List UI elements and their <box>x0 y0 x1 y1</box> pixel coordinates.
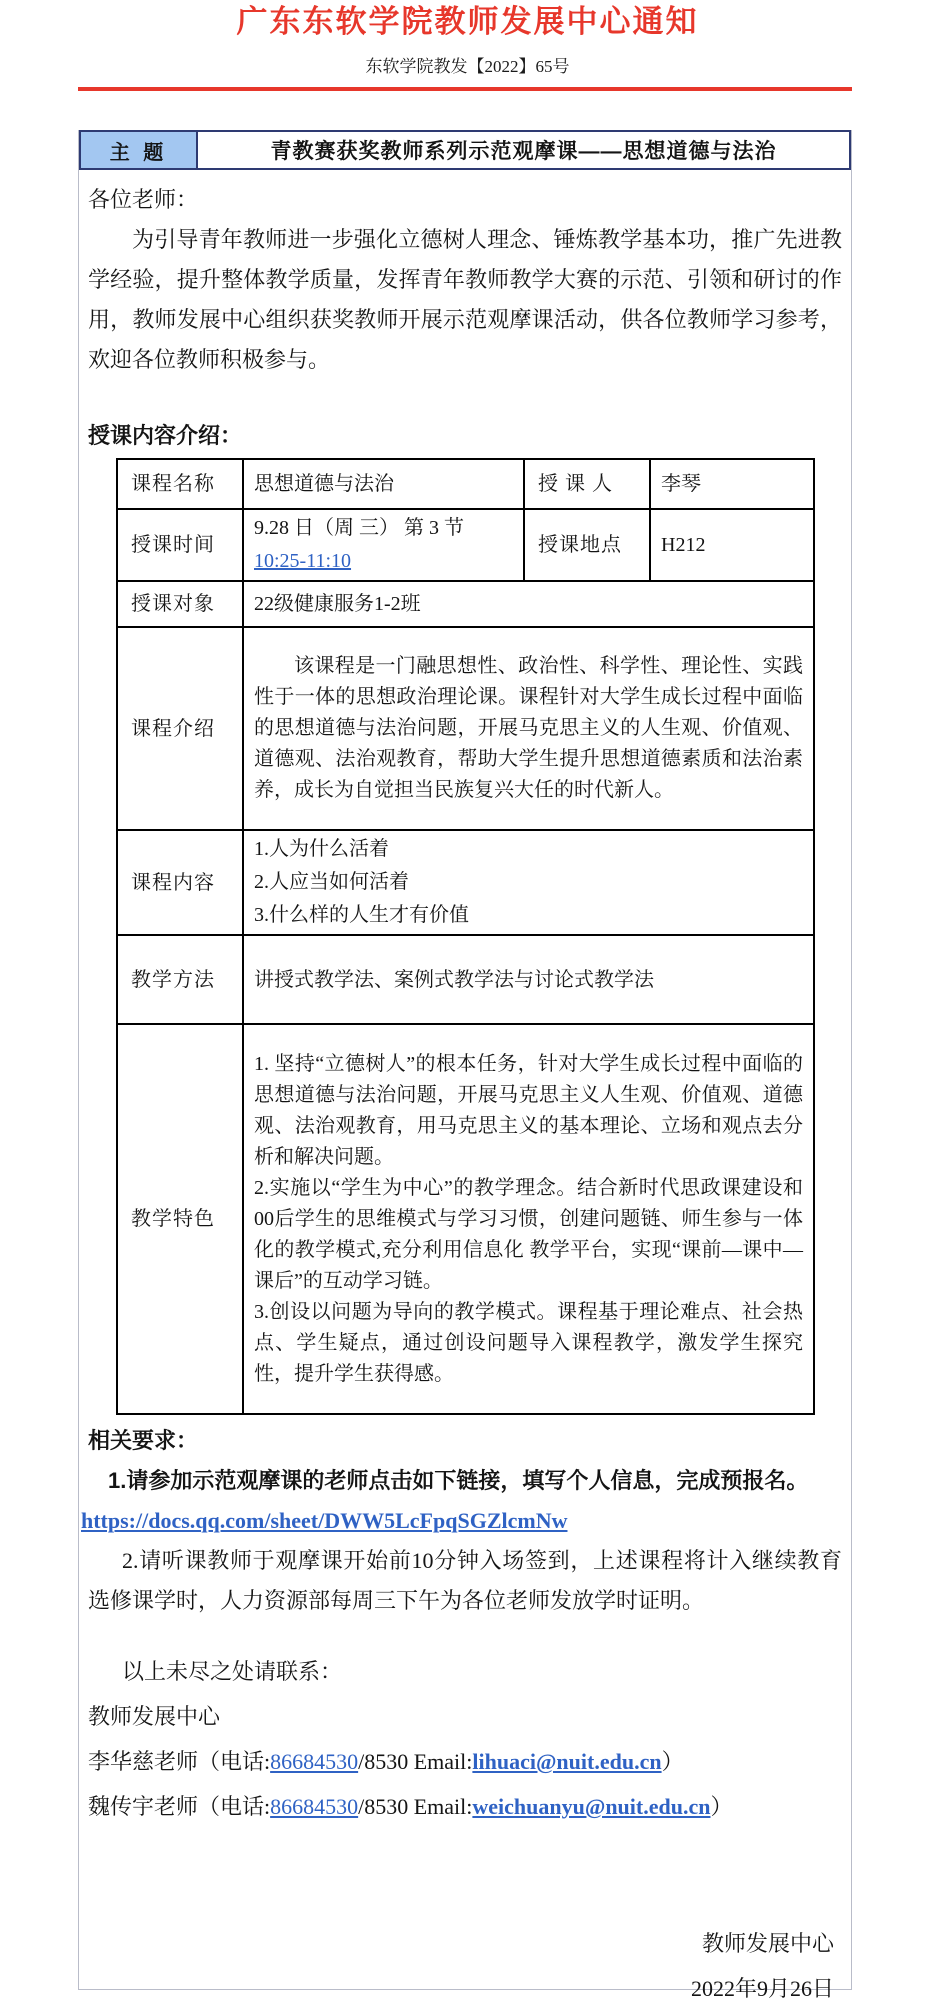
requirement-item-1: 1.请参加示范观摩课的老师点击如下链接，填写个人信息，完成预报名。 <box>108 1468 809 1493</box>
subject-row <box>80 131 850 169</box>
contact-suffix: ） <box>710 1794 733 1819</box>
course-content-item: 1.人为什么活着 <box>254 838 389 860</box>
contact-mid: /8530 Email: <box>358 1749 473 1774</box>
contact-department: 教师发展中心 <box>88 1704 221 1729</box>
intro-paragraph: 为引导青年教师进一步强化立德树人理念、锤炼教学基本功，推广先进教学经验，提升整体教学质量，发挥青年教师教学大赛的示范、引领和研讨的作用，教师发展中心组织获奖教师开展示范观摩课活动，供各位教师学习参考，欢迎各位教师积极参与。 <box>88 227 842 372</box>
instructor-label-cell: 授 课 人 <box>524 459 650 509</box>
location-value-cell: H212 <box>650 509 814 581</box>
contact-mid: /8530 Email: <box>358 1794 473 1819</box>
teaching-features-label-cell: 教学特色 <box>117 1024 243 1414</box>
contact-name: 李华慈老师（电话: <box>88 1749 271 1774</box>
signature-date: 2022年9月26日 <box>690 1976 834 2001</box>
contact-block <box>88 1649 842 1829</box>
course-content-item: 3.什么样的人生才有价值 <box>254 904 469 926</box>
audience-label-cell: 授课对象 <box>117 581 243 627</box>
contact-suffix: ） <box>661 1749 684 1774</box>
email-link[interactable]: weichuanyu@nuit.edu.cn <box>472 1794 711 1819</box>
instructor-value-cell: 李琴 <box>650 459 814 509</box>
teaching-method-label-cell: 教学方法 <box>117 935 243 1024</box>
section-heading-requirements: 相关要求： <box>88 1428 199 1453</box>
course-intro-text: 该课程是一门融思想性、政治性、科学性、理论性、实践性于一体的思想政治理论课。课程针对大学生成长过程中面临的思想道德与法治问题，开展马克思主义的人生观、价值观、道德观、法治观教育，帮助大学生提升思想道德素质和法治素养，成长为自觉担当民族复兴大任的时代新人。 <box>254 655 803 801</box>
table-row-time-location <box>117 509 814 581</box>
signup-link[interactable]: https://docs.qq.com/sheet/DWW5LcFpqSGZlcmNw <box>81 1508 568 1533</box>
course-table <box>116 458 815 1415</box>
contact-line <box>88 1784 842 1829</box>
table-row-audience <box>117 581 814 627</box>
doc-number: 东软学院教发【2022】65号 <box>365 57 570 76</box>
table-row-teaching-features <box>117 1024 814 1414</box>
page-title: 广东东软学院教师发展中心通知 <box>236 4 699 39</box>
teaching-features-value-cell <box>243 1024 814 1414</box>
time-text: 9.28 日（周 三） 第 3 节 <box>254 517 464 539</box>
contact-name: 魏传宇老师（电话: <box>88 1794 271 1819</box>
notice-body-frame <box>78 130 852 2001</box>
teaching-feature-item: 1. 坚持“立德树人”的根本任务，针对大学生成长过程中面临的思想道德与法治问题，开展马克思主义人生观、价值观、道德观、法治观教育，用马克思主义的基本理论、立场和观点去分析和解决问题。 <box>254 1052 803 1168</box>
phone-link[interactable]: 86684530 <box>270 1749 359 1774</box>
signup-link-line <box>81 1501 842 1541</box>
notice-document <box>0 2 935 2001</box>
contact-line <box>88 1739 842 1784</box>
location-label-cell: 授课地点 <box>524 509 650 581</box>
salutation: 各位老师： <box>88 187 199 212</box>
phone-link[interactable]: 86684530 <box>270 1794 359 1819</box>
contact-lead: 以上未尽之处请联系： <box>122 1659 343 1684</box>
course-name-label-cell: 课程名称 <box>117 459 243 509</box>
course-content-label-cell: 课程内容 <box>117 830 243 935</box>
table-row-course-name <box>117 459 814 509</box>
subject-label: 主 题 <box>80 131 197 169</box>
requirement-item-2: 2.请听课教师于观摩课开始前10分钟入场签到，上述课程将计入继续教育选修课学时，人力资源部每周三下午为各位老师发放学时证明。 <box>88 1548 842 1613</box>
teaching-feature-item: 2.实施以“学生为中心”的教学理念。结合新时代思政课建设和00后学生的思维模式与学习习惯，创建问题链、师生参与一体化的教学模式,充分利用信息化 教学平台，实现“课前—课中—课后”的互动学习链。 <box>254 1176 803 1292</box>
teaching-feature-item: 3.创设以问题为导向的教学模式。课程基于理论难点、社会热点、学生疑点，通过创设问题导入课程教学，激发学生探究性，提升学生获得感。 <box>254 1300 803 1385</box>
time-value-cell <box>243 509 524 581</box>
audience-value-cell: 22级健康服务1-2班 <box>243 581 814 627</box>
time-label-cell: 授课时间 <box>117 509 243 581</box>
teaching-method-value-cell: 讲授式教学法、案例式教学法与讨论式教学法 <box>243 935 814 1024</box>
divider-rule <box>78 87 852 91</box>
course-intro-value-cell <box>243 627 814 830</box>
email-link[interactable]: lihuaci@nuit.edu.cn <box>472 1749 662 1774</box>
section-heading-course-intro: 授课内容介绍： <box>88 423 243 448</box>
course-name-value-cell: 思想道德与法治 <box>243 459 524 509</box>
table-row-course-content <box>117 830 814 935</box>
course-content-item: 2.人应当如何活着 <box>254 871 409 893</box>
course-intro-label-cell: 课程介绍 <box>117 627 243 830</box>
subject-header-table <box>79 130 851 170</box>
time-link[interactable]: 10:25-11:10 <box>254 550 352 572</box>
subject-title: 青教赛获奖教师系列示范观摩课——思想道德与法治 <box>197 131 850 169</box>
table-row-course-intro <box>117 627 814 830</box>
course-content-value-cell <box>243 830 814 935</box>
signature-department: 教师发展中心 <box>701 1931 834 1956</box>
signature-block <box>88 1921 842 2011</box>
notice-content <box>79 180 851 2011</box>
table-row-teaching-method <box>117 935 814 1024</box>
